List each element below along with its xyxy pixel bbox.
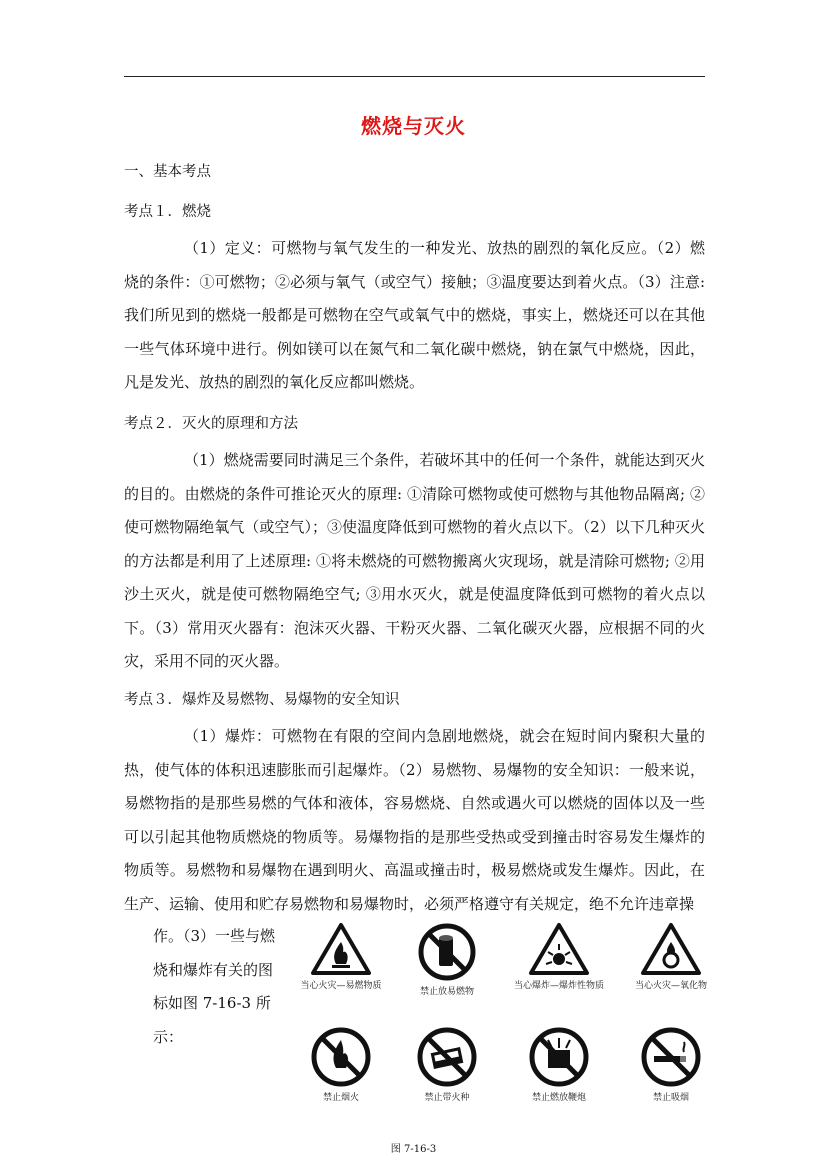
k2-paragraph: （1）燃烧需要同时满足三个条件，若破坏其中的任何一个条件，就能达到灭火的目的。由燃烧的条件可推论灭火的原理: ①清除可燃物或使可燃物与其他物品隔离; ②使可燃物隔绝氧气（或空气）；③使温度降低到可燃物的着火点以下。（2）以下几种灭火的方法都是利用了上述原理: ①将未燃烧的可燃物搬离火灾现场，就是清除可燃物; ②用沙土灭火，就是使可燃物隔绝空气; ③用水灭火，就是使温度降低到可燃物的着火点以下。（3）常用灭火器有：泡沫灭火器、干粉灭火器、二氧化碳灭火器，应根据不同的火灾，采用不同的灭火器。 [124,451,705,670]
page-title: 燃烧与灭火 [361,114,466,138]
sign-label: 禁止吸烟 [652,1093,689,1103]
flammable-warning-icon [310,922,372,976]
sign-label: 禁止燃放鞭炮 [531,1093,586,1103]
k1-paragraph: （1）定义：可燃物与氧气发生的一种发光、放热的剧烈的氧化反应。（2）燃烧的条件：①可燃物；②必须与氧气（或空气）接触；③温度要达到着火点。（3）注意: 我们所见到的燃烧一般都是可燃物在空气或氧气中的燃烧，事实上，燃烧还可以在其他一些气体环境中进行。例如镁可以在氮气和二氧化碳中燃烧，钠在氯气中燃烧，因此，凡是发光、放热的剧烈的氧化反应都叫燃烧。 [124,239,705,391]
figure-caption: 图 7-16-3 [390,1144,437,1155]
sign-flammable [286,922,396,991]
no-smoking-icon [640,1026,702,1088]
oxidizer-warning-icon [640,922,702,976]
sign-no-smoking [616,1026,726,1103]
no-flammables-icon [417,922,477,982]
sign-label: 禁止放易燃物 [419,987,474,997]
k1-heading: 考点１．燃烧 [124,204,211,220]
safety-signs-figure [286,922,726,1132]
k3-paragraph: （1）爆炸：可燃物在有限的空间内急剧地燃烧，就会在短时间内聚积大量的热，使气体的体积迅速膨胀而引起爆炸。（2）易燃物、易爆物的安全知识：一般来说，易燃物指的是那些易燃的气体和液体，容易燃烧、自然或遇火可以燃烧的固体以及一些可以引起其他物质燃烧的物质等。易爆物指的是那些受热或受到撞击时容易发生爆炸的物质等。易燃物和易爆物在遇到明火、高温或撞击时，极易燃烧或发生爆炸。因此，在生产、运输、使用和贮存易燃物和易爆物时，必须严格遵守有关规定，绝不允许违章操 [124,727,705,913]
sign-no-fire [286,1026,396,1103]
sign-no-firecrackers [504,1026,614,1103]
sign-label: 当心火灾—氧化物 [634,981,707,991]
sign-oxidizer [616,922,726,991]
k3-heading: 考点３．爆炸及易燃物、易爆物的安全知识 [124,692,400,708]
sign-explosive [504,922,614,991]
sign-label: 当心爆炸—爆炸性物质 [513,981,604,991]
sign-label: 禁止带火种 [424,1093,470,1103]
k3-tail-text: 作。（3）一些与燃烧和爆炸有关的图标如图 7-16-3 所示： [153,927,276,1046]
no-matches-icon [416,1026,478,1088]
sign-no-matches [392,1026,502,1103]
explosive-warning-icon [528,922,590,976]
section-heading: 一、基本考点 [124,164,211,180]
no-firecrackers-icon [528,1026,590,1088]
header-rule [124,76,705,77]
sign-label: 当心火灾—易燃物质 [300,981,382,991]
k2-heading: 考点２．灭火的原理和方法 [124,416,298,432]
sign-label: 禁止烟火 [322,1093,359,1103]
no-fire-icon [310,1026,372,1088]
sign-no-flammables [392,922,502,997]
